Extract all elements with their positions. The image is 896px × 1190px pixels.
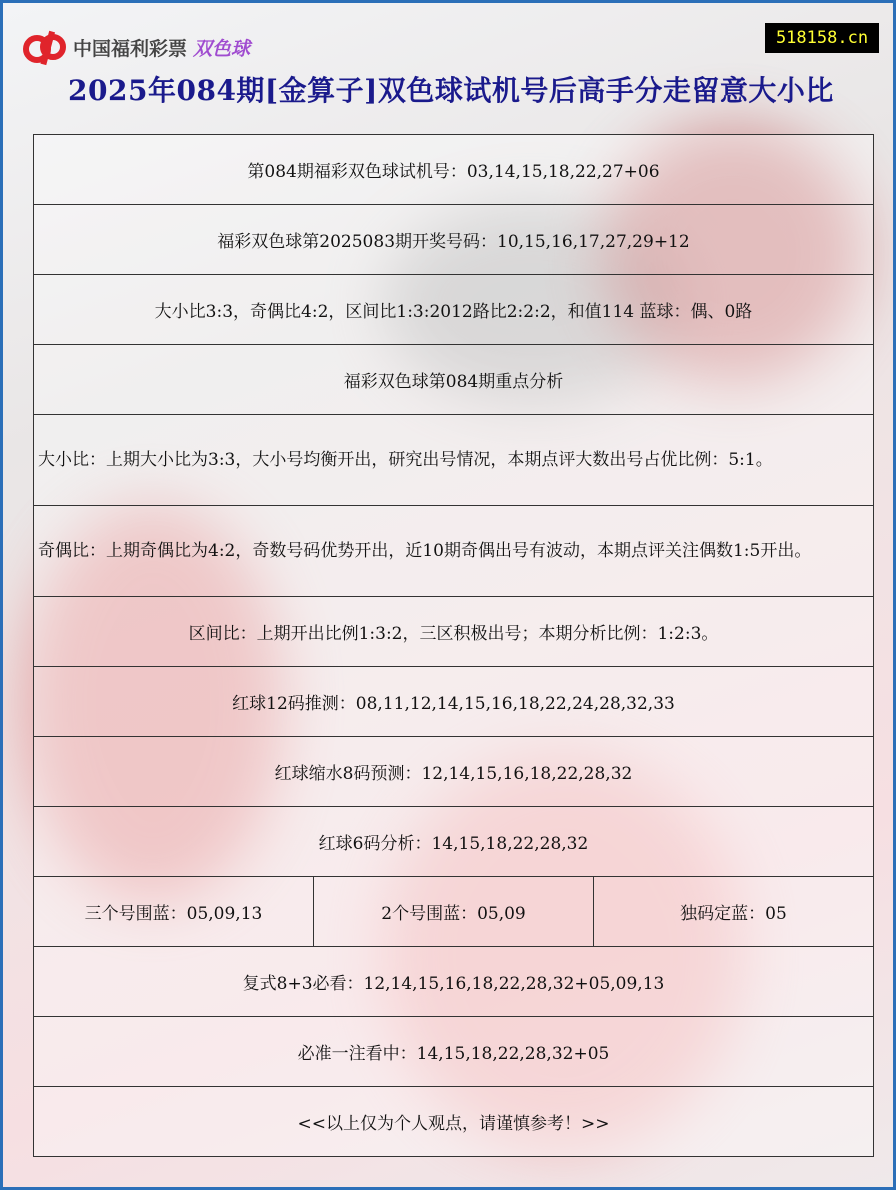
cwl-logo-icon <box>23 27 67 67</box>
red-8-row: 红球缩水8码预测：12,14,15,16,18,22,28,32 <box>34 737 874 807</box>
last-draw-row: 福彩双色球第2025083期开奖号码：10,15,16,17,27,29+12 <box>34 205 874 275</box>
blue-1-cell: 独码定蓝：05 <box>594 877 874 947</box>
page-title: 2025年084期[金算子]双色球试机号后高手分走留意大小比 <box>68 74 834 107</box>
red-6-row: 红球6码分析：14,15,18,22,28,32 <box>34 807 874 877</box>
blue-3-cell: 三个号围蓝：05,09,13 <box>34 877 314 947</box>
ratio-summary-row: 大小比3:3，奇偶比4:2，区间比1:3:2012路比2:2:2，和值114 蓝球：偶、0路 <box>34 275 874 345</box>
single-pick-row: 必准一注看中：14,15,18,22,28,32+05 <box>34 1017 874 1087</box>
logo-text: 中国福利彩票 <box>73 37 188 60</box>
site-badge: 518158.cn <box>765 23 879 53</box>
analysis-heading: 福彩双色球第084期重点分析 <box>34 345 874 415</box>
disclaimer-row: <<以上仅为个人观点，请谨慎参考！>> <box>34 1087 874 1157</box>
zone-ratio-analysis: 区间比：上期开出比例1:3:2，三区积极出号；本期分析比例：1:2:3。 <box>34 597 874 667</box>
compound-row: 复式8+3必看：12,14,15,16,18,22,28,32+05,09,13 <box>34 947 874 1017</box>
odd-even-analysis: 奇偶比：上期奇偶比为4:2，奇数号码优势开出，近10期奇偶出号有波动，本期点评关注偶数1:5开出。 <box>34 506 874 597</box>
lottery-logo <box>23 27 250 67</box>
test-number-row: 第084期福彩双色球试机号：03,14,15,18,22,27+06 <box>34 135 874 205</box>
red-12-row: 红球12码推测：08,11,12,14,15,16,18,22,24,28,32,33 <box>34 667 874 737</box>
logo-highlight: 双色球 <box>193 37 251 60</box>
blue-2-cell: 2个号围蓝：05,09 <box>314 877 594 947</box>
size-ratio-analysis: 大小比：上期大小比为3:3，大小号均衡开出，研究出号情况，本期点评大数出号占优比例：5:1。 <box>34 415 874 506</box>
analysis-table <box>33 134 874 1157</box>
